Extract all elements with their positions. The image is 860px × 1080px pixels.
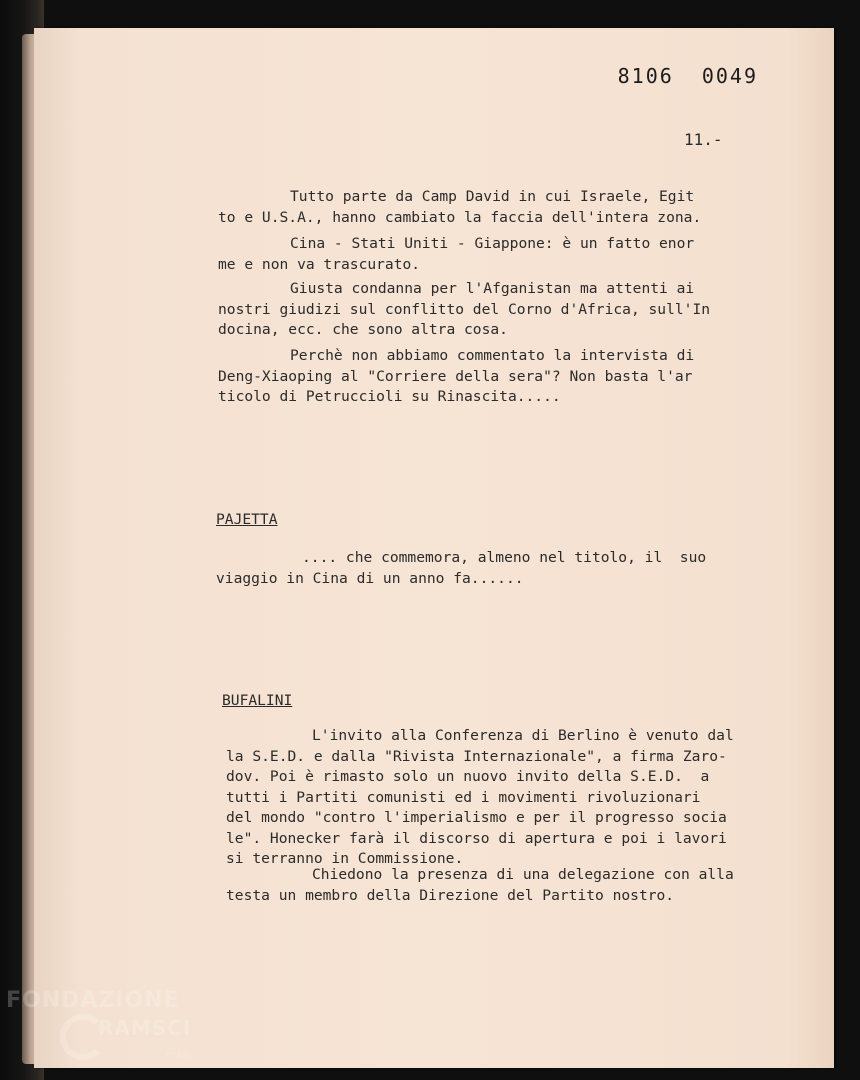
speaker-heading-bufalini: BUFALINI — [222, 692, 293, 709]
pajetta-remark: .... che commemora, almeno nel titolo, il suo viaggio in Cina di un anno fa...... — [216, 549, 707, 587]
page-number: 11.- — [684, 130, 723, 149]
paragraph-deng-xiaoping: Perchè non abbiamo commentato la intervista di Deng-Xiaoping al "Corriere della sera"? Non basta l'ar ticolo di Petruccioli su Rinascita..... — [218, 347, 695, 405]
paragraph-afganistan: Giusta condanna per l'Afganistan ma attenti ai nostri giudizi sul conflitto del Corno d'Africa, sull'In docina, ecc. che sono altra cosa. — [218, 280, 711, 338]
document-number: 8106 0049 — [617, 64, 758, 88]
paragraph-cina-usa-giappone: Cina - Stati Uniti - Giappone: è un fatto enor me e non va trascurato. — [218, 235, 695, 273]
speaker-heading-pajetta: PAJETTA — [216, 511, 278, 528]
watermark-line-2: RAMSCI — [98, 1016, 192, 1040]
watermark-small: onlus — [166, 1050, 191, 1060]
paragraph-delegazione: Chiedono la presenza di una delegazione con alla testa un membro della Direzione del Partito nostro. — [226, 866, 734, 904]
paragraph-berlino-conference: L'invito alla Conferenza di Berlino è venuto dal la S.E.D. e dalla "Rivista Internazionale", a firma Zaro- dov. Poi è rimasto solo un nuovo invito della S.E.D. a tutti i Partiti comunisti ed i movimenti rivoluzionari del mondo "contro l'imperialismo e per il progresso socia le". Honecker farà il discorso di apertura e poi i lavori si terranno in Commissione. — [226, 727, 734, 867]
fondazione-gramsci-watermark — [6, 988, 226, 1068]
paragraph-camp-david: Tutto parte da Camp David in cui Israele, Egit to e U.S.A., hanno cambiato la faccia dell'intera zona. — [218, 188, 702, 226]
watermark-line-1: FONDAZIONE — [6, 988, 180, 1013]
